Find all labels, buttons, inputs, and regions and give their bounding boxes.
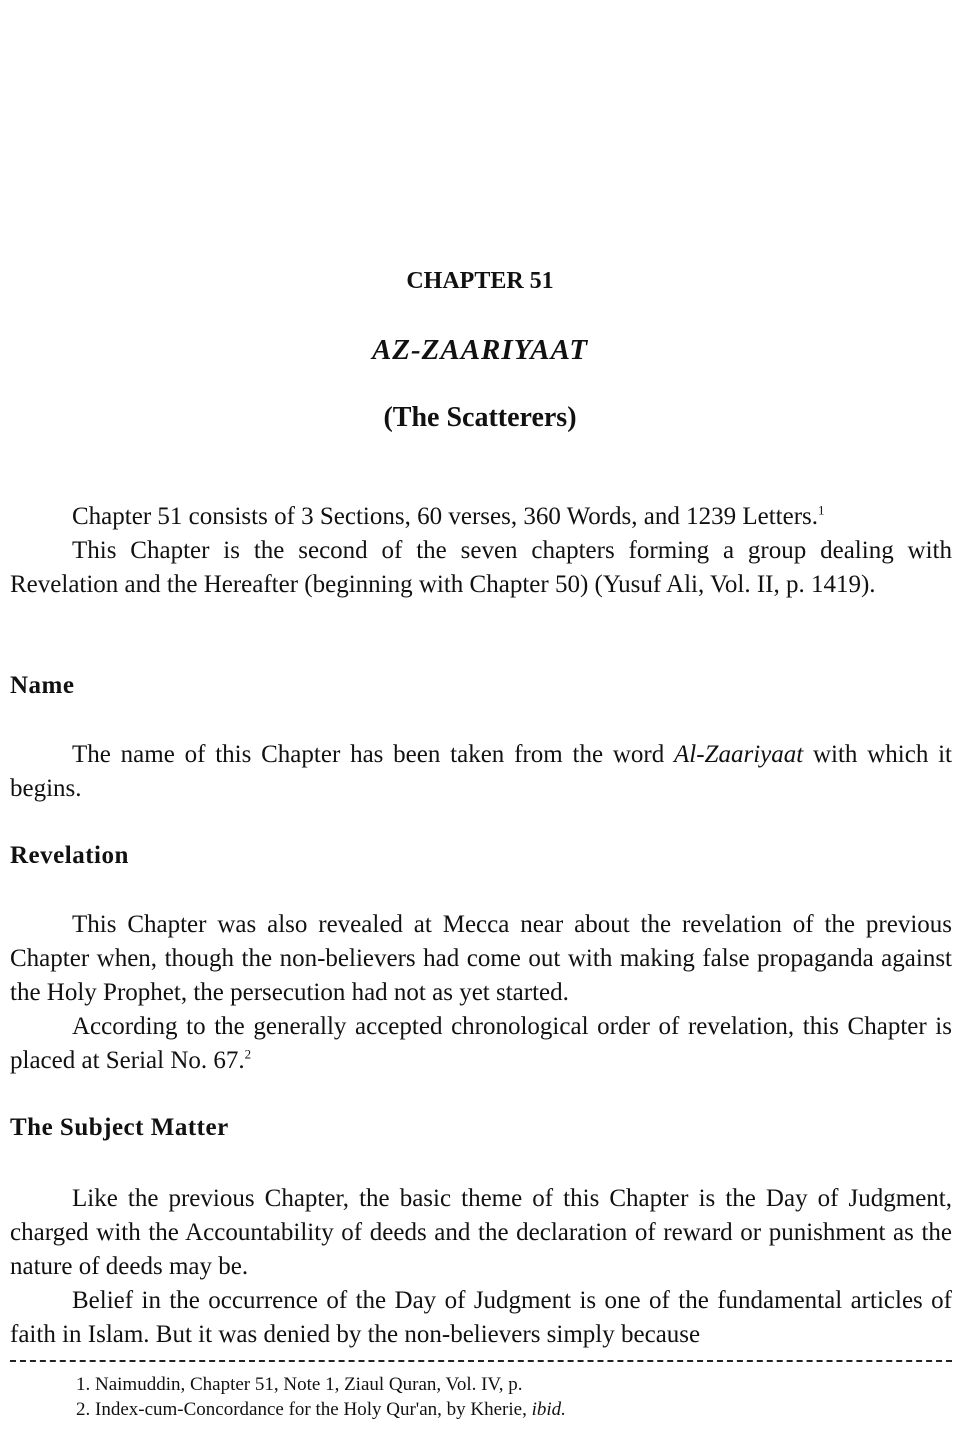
subject-block [10, 1182, 952, 1352]
section-heading-revelation: Revelation [10, 842, 129, 869]
revelation-block [10, 908, 952, 1078]
footnote-ref-2: 2 [244, 1046, 252, 1062]
revelation-paragraph-1: This Chapter was also revealed at Mecca near about the revelation of the previous Chapter when, though the non-believers had come out with making false propaganda against the Holy Prophet, the persecution had not as yet started. [10, 911, 952, 1006]
intro-block [10, 500, 952, 602]
revelation-paragraph-2: According to the generally accepted chronological order of revelation, this Chapter is placed at Serial No. 67.$^2$ [10, 1013, 952, 1074]
term-al-zaariyaat: Al-Zaariyaat [674, 741, 804, 768]
intro-paragraph-2: This Chapter is the second of the seven chapters forming a group dealing with Revelation and the Hereafter (beginning with Chapter 50) (Yusuf Ali, Vol. II, p. 1419). [10, 537, 952, 598]
section-heading-subject-matter: The Subject Matter [10, 1114, 229, 1141]
footnote-divider [10, 1360, 952, 1362]
subject-paragraph-2: Belief in the occurrence of the Day of Judgment is one of the fundamental articles of faith in Islam. But it was denied by the non-believers simply because [10, 1287, 952, 1348]
section-heading-name: Name [10, 672, 75, 699]
chapter-title: AZ-ZAARIYAAT [371, 334, 589, 366]
footnote-2: 2. Index-cum-Concordance for the Holy Qur'an, by Kherie, ibid. [76, 1399, 566, 1420]
chapter-number: CHAPTER 51 [406, 268, 554, 294]
chapter-subtitle: (The Scatterers) [383, 402, 577, 433]
footnote-ref-1: 1 [818, 502, 825, 518]
name-paragraph: The name of this Chapter has been taken from the word Al-Zaariyaat with which it begins. [10, 741, 953, 802]
intro-paragraph-1: Chapter 51 consists of 3 Sections, 60 verses, 360 Words, and 1239 Letters.$^1$ [72, 502, 825, 530]
name-block [10, 738, 952, 806]
footnotes [76, 1372, 566, 1422]
footnote-1: 1. Naimuddin, Chapter 51, Note 1, Ziaul Quran, Vol. IV, p. [76, 1374, 523, 1395]
subject-paragraph-1: Like the previous Chapter, the basic theme of this Chapter is the Day of Judgment, charged with the Accountability of deeds and the declaration of reward or punishment as the nature of deeds may be. [10, 1185, 952, 1280]
